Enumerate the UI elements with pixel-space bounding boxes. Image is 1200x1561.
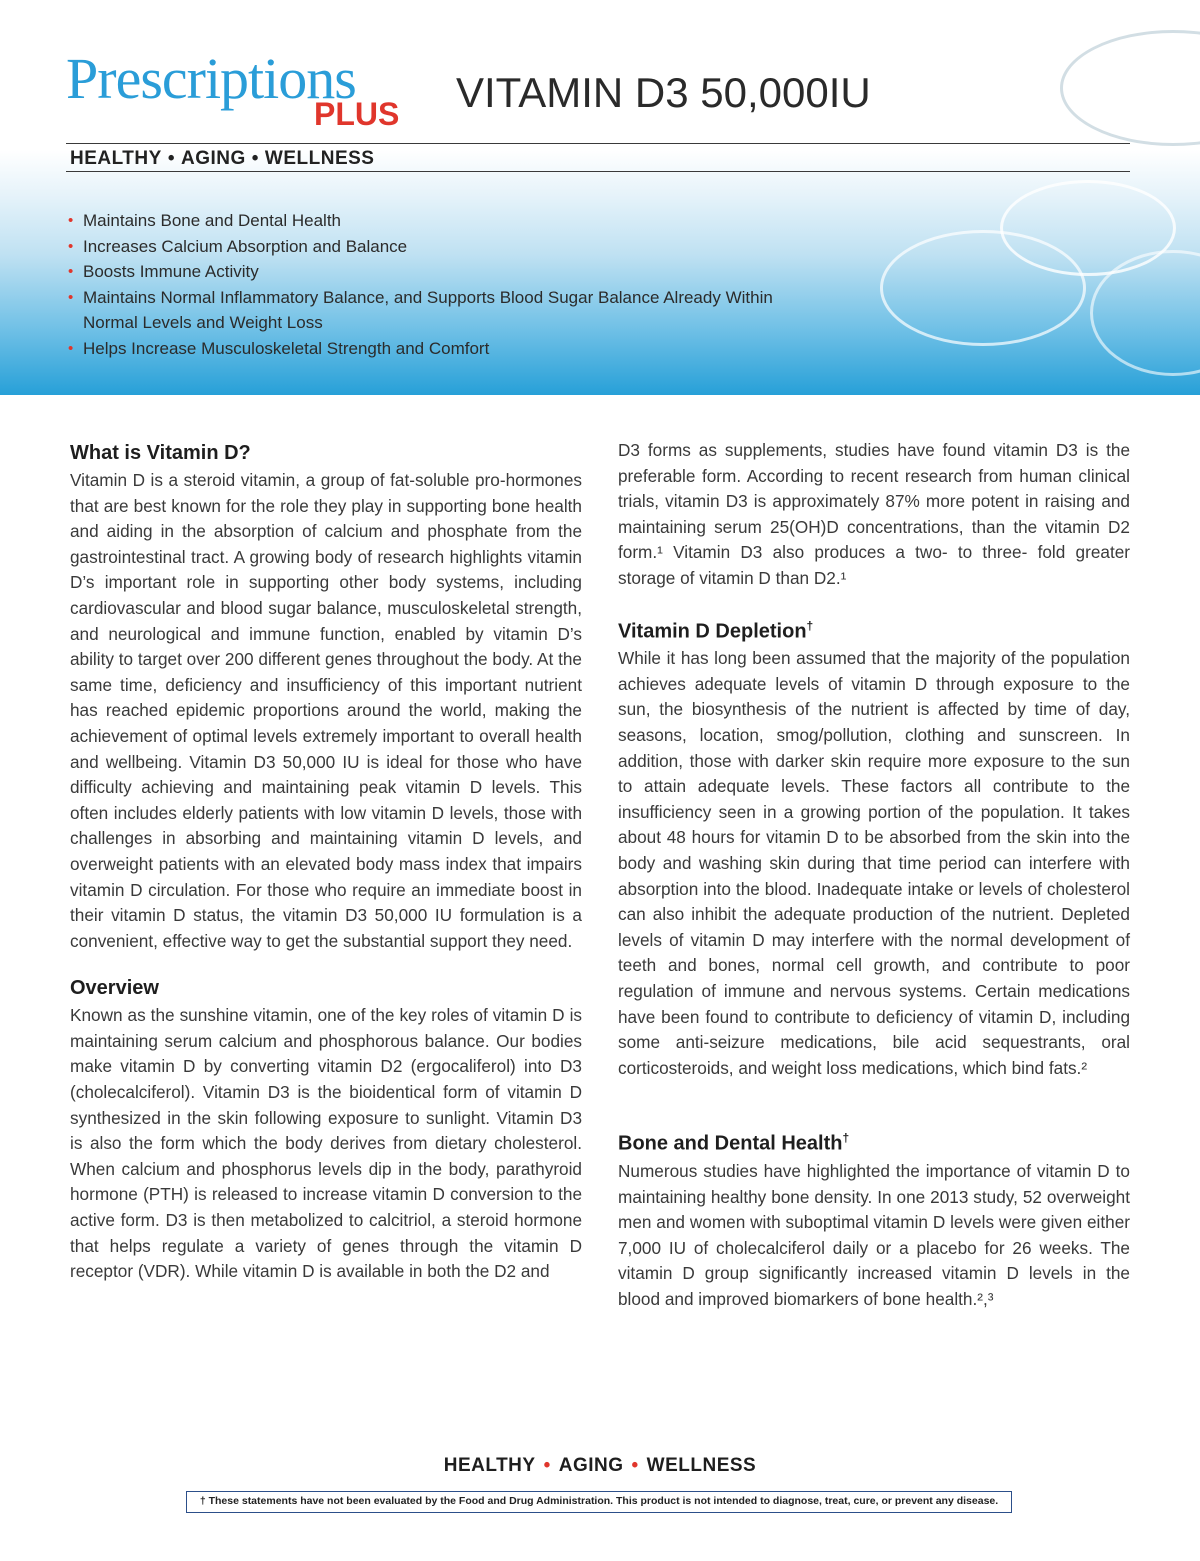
benefit-item: • Helps Increase Musculoskeletal Strength and Comfort: [68, 336, 828, 362]
fda-disclaimer: † These statements have not been evaluated by the Food and Drug Administration. This product is not intended to diagnose, treat, cure, or prevent any disease.: [186, 1491, 1012, 1513]
logo-wordmark: Prescriptions: [66, 46, 356, 111]
bone-heading-text: Bone and Dental Health: [618, 1132, 843, 1155]
glassware-decoration: [1060, 30, 1200, 146]
footer-tagline-aging: AGING: [558, 1455, 624, 1476]
footer-separator: •: [543, 1455, 551, 1476]
tagline-wellness: WELLNESS: [264, 148, 375, 169]
section-body-what-is: Vitamin D is a steroid vitamin, a group of fat-soluble pro-hormones that are best known for the role they play in supporting bone health and aiding in the absorption of calcium and phosphate from the gastrointestinal tract. A growing body of research highlights vitamin D’s important role in supporting other body systems, including cardiovascular and blood sugar balance, musculoskeletal strength, and neurological and immune function, enabled by vitamin D’s ability to target over 200 different genes throughout the body. At the same time, deficiency and insufficiency of this important nutrient has reached epidemic proportions around the world, making the achievement of optimal levels extremely important to overall health and wellbeing. Vitamin D3 50,000 IU is ideal for those who have difficulty achieving and maintaining peak vitamin D levels. This often includes elderly patients with low vitamin D levels, those with challenges in absorbing and maintaining vitamin D levels, and overweight patients with an elevated body mass index that impairs vitamin D circulation. For those who require an immediate boost in their vitamin D status, the vitamin D3 50,000 IU formulation is a convenient, effective way to get the substantial support they need.: [70, 470, 582, 951]
section-body-overview: Known as the sunshine vitamin, one of the key roles of vitamin D is maintaining serum calcium and phosphorous balance. Our bodies make vitamin D by converting vitamin D2 (ergocaliferol) into D3 (cholecalciferol). Vitamin D3 is the bioidentical form of vitamin D synthesized in the skin following exposure to sunlight. Vitamin D3 is also the form which the body derives from dietary cholesterol. When calcium and phosphorus levels dip in the body, parathyroid hormone (PTH) is released to increase vitamin D conversion to the active form. D3 is then metabolized to calcitriol, a steroid hormone that helps regulate a variety of genes through the vitamin D receptor (VDR). While vitamin D is available in both the D2 and: [70, 1005, 582, 1282]
benefit-item: • Maintains Bone and Dental Health: [68, 208, 828, 234]
footer-separator: •: [631, 1455, 639, 1476]
left-column: [70, 440, 582, 1285]
header-rule-top: [66, 143, 1130, 144]
tagline-separator: •: [167, 148, 175, 169]
footer-tagline: [0, 1455, 1200, 1477]
logo-plus: PLUS: [314, 96, 400, 132]
section-body-overview-continued: D3 forms as supplements, studies have found vitamin D3 is the preferable form. According to recent research from human clinical trials, vitamin D3 is approximately 87% more potent in raising and maintaining serum 25(OH)D concentrations, than the vitamin D2 form.¹ Vitamin D3 also produces a two- to three- fold greater storage of vitamin D than D2.¹: [618, 440, 1130, 588]
dagger-mark: †: [842, 1131, 850, 1146]
header-tagline: [70, 148, 374, 170]
section-body-depletion: While it has long been assumed that the majority of the population achieves adequate levels of vitamin D through exposure to the sun, the biosynthesis of the nutrient is affected by time of day, seasons, location, smog/pollution, clothing and sunscreen. In addition, those with darker skin require more exposure to the sun to attain adequate levels. These factors all contribute to the insufficiency seen in a growing portion of the population. It takes about 48 hours for vitamin D to be absorbed from the skin into the body and washing skin during that time period can interfere with absorption into the blood. Inadequate intake or levels of cholesterol can also inhibit the adequate production of the nutrient. Depleted levels of vitamin D may interfere with the normal development of teeth and bones, normal cell growth, and contribute to poor regulation of immune and nervous systems. Certain medications have been found to contribute to deficiency of vitamin D, including some anti-seizure medications, bile acid sequestrants, oral corticosteroids, and weight loss medications, which bind fats.²: [618, 648, 1130, 1078]
section-heading-bone: [618, 1125, 1130, 1157]
tagline-healthy: HEALTHY: [70, 148, 162, 169]
tagline-aging: AGING: [180, 148, 246, 169]
dagger-mark: †: [806, 618, 814, 633]
section-heading-what-is: What is Vitamin D?: [70, 442, 251, 464]
right-column: [618, 438, 1130, 1313]
header-banner: [0, 0, 1200, 395]
benefit-item: • Boosts Immune Activity: [68, 259, 828, 285]
section-body-bone: Numerous studies have highlighted the importance of vitamin D to maintaining healthy bone density. In one 2013 study, 52 overweight men and women with suboptimal vitamin D levels were given either 7,000 IU of cholecalciferol daily or a placebo for 26 weeks. The vitamin D group significantly increased vitamin D levels in the blood and improved biomarkers of bone health.²,³: [618, 1160, 1130, 1309]
depletion-heading-text: Vitamin D Depletion: [618, 620, 807, 643]
benefit-item: • Maintains Normal Inflammatory Balance, and Supports Blood Sugar Balance Already Within Normal Levels and Weight Loss: [68, 285, 828, 336]
header-rule-bottom: [66, 171, 1130, 172]
benefits-list: [68, 208, 828, 361]
tagline-separator: •: [251, 148, 259, 169]
logo: [66, 46, 400, 132]
glassware-decoration: [880, 230, 1086, 346]
section-heading-depletion: [618, 613, 1130, 645]
benefit-item: • Increases Calcium Absorption and Balance: [68, 234, 828, 260]
section-heading-overview: Overview: [70, 977, 159, 1000]
footer-tagline-wellness: WELLNESS: [646, 1455, 757, 1476]
footer-tagline-healthy: HEALTHY: [443, 1455, 536, 1476]
product-title: VITAMIN D3 50,000IU: [456, 69, 871, 116]
